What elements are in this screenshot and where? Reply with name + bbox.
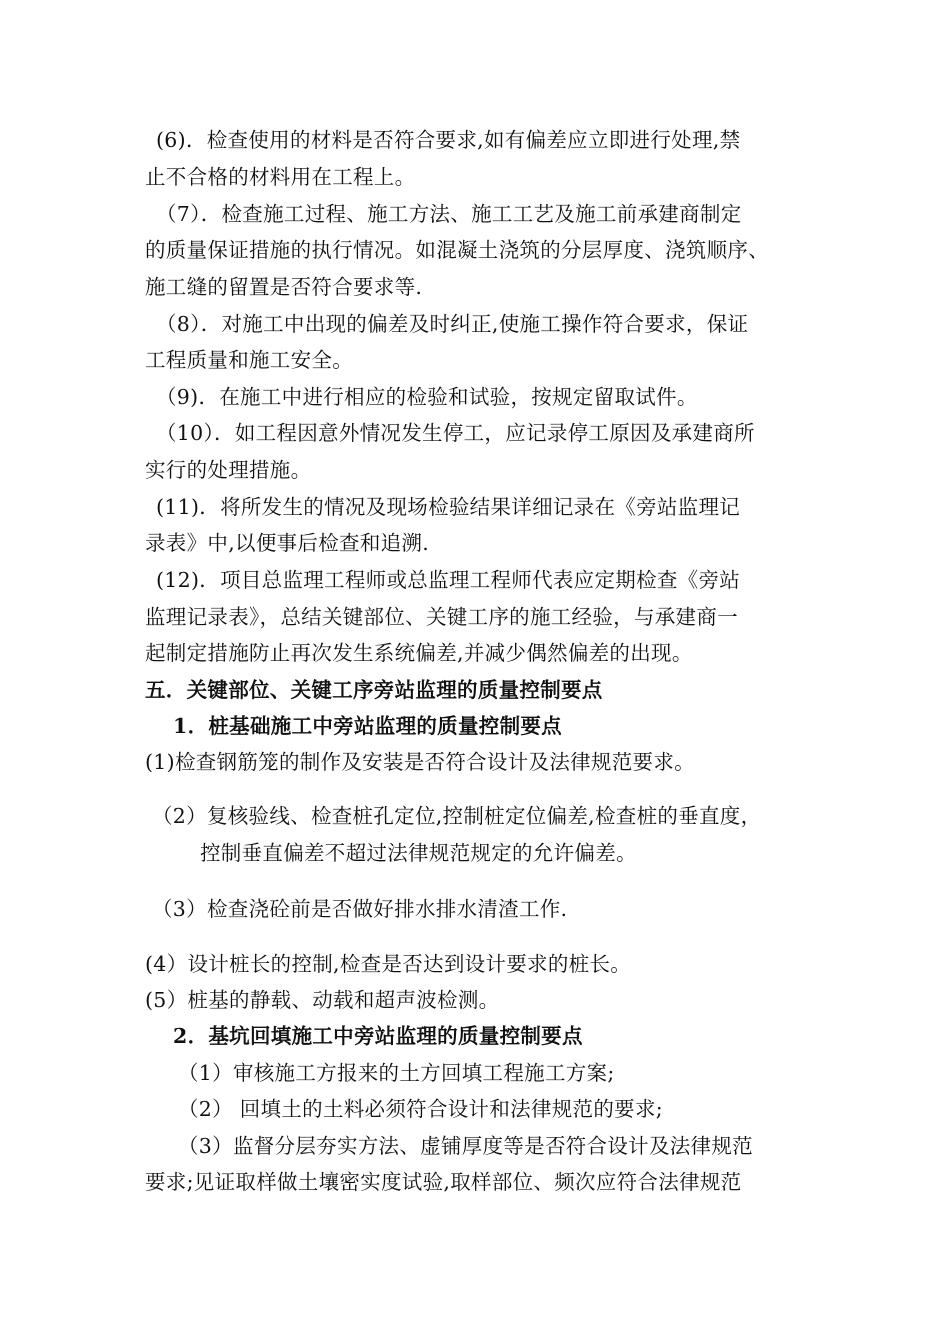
item-11-line-1: (11)．将所发生的情况及现场检验结果详细记录在《旁站监理记: [156, 495, 741, 519]
item-7-line-1: （7）．检查施工过程、施工方法、施工工艺及施工前承建商制定: [156, 202, 742, 226]
item-6-line-1: (6)．检查使用的材料是否符合要求,如有偏差应立即进行处理,禁: [156, 128, 741, 152]
item-6-line-2: 止不合格的材料用在工程上。: [145, 165, 416, 189]
item-8-line-1: （8）．对施工中出现的偏差及时纠正,使施工操作符合要求，保证: [156, 312, 749, 336]
pile-item-5: (5）桩基的静载、动载和超声波检测。: [145, 988, 500, 1012]
item-12-line-1: (12)．项目总监理工程师或总监理工程师代表应定期检查《旁站: [156, 568, 741, 592]
item-10-line-2: 实行的处理措施。: [145, 458, 312, 482]
item-9-line-1: （9)．在施工中进行相应的检验和试验，按规定留取试件。: [156, 385, 698, 409]
item-8-line-2: 工程质量和施工安全。: [145, 348, 353, 372]
backfill-item-3-line-1: （3）监督分层夯实方法、虚铺厚度等是否符合设计及法律规范: [178, 1134, 753, 1158]
item-10-line-1: （10）．如工程因意外情况发生停工，应记录停工原因及承建商所: [156, 421, 755, 445]
item-7-line-3: 施工缝的留置是否符合要求等.: [145, 275, 423, 299]
item-12-line-3: 起制定措施防止再次发生系统偏差,并减少偶然偏差的出现。: [145, 641, 693, 665]
pile-item-2-line-2: 控制垂直偏差不超过法律规范规定的允许偏差。: [200, 841, 637, 865]
pile-item-4: (4）设计桩长的控制,检查是否达到设计要求的桩长。: [145, 952, 632, 976]
section-5-heading: 五．关键部位、关键工序旁站监理的质量控制要点: [145, 678, 603, 702]
item-11-line-2: 录表》中,以便事后检查和追溯.: [145, 531, 430, 555]
subsection-1-heading: 1．桩基础施工中旁站监理的质量控制要点: [173, 714, 562, 738]
backfill-item-2: （2） 回填土的土料必须符合设计和法律规范的要求;: [178, 1097, 663, 1121]
backfill-item-1: （1）审核施工方报来的土方回填工程施工方案;: [178, 1061, 615, 1085]
pile-item-1: (1)检查钢筋笼的制作及安装是否符合设计及法律规范要求。: [145, 750, 695, 774]
item-7-line-2: 的质量保证措施的执行情况。如混凝土浇筑的分层厚度、浇筑顺序、: [145, 238, 769, 262]
pile-item-2-line-1: （2）复核验线、检查桩孔定位,控制桩定位偏差,检查桩的垂直度，: [152, 804, 762, 828]
backfill-item-3-line-2: 要求;见证取样做土壤密实度试验,取样部位、频次应符合法律规范: [145, 1170, 742, 1194]
pile-item-3: （3）检查浇砼前是否做好排水排水清渣工作.: [152, 897, 568, 921]
subsection-2-heading: 2．基坑回填施工中旁站监理的质量控制要点: [173, 1024, 583, 1048]
item-12-line-2: 监理记录表》，总结关键部位、关键工序的施工经验，与承建商一: [145, 605, 738, 629]
